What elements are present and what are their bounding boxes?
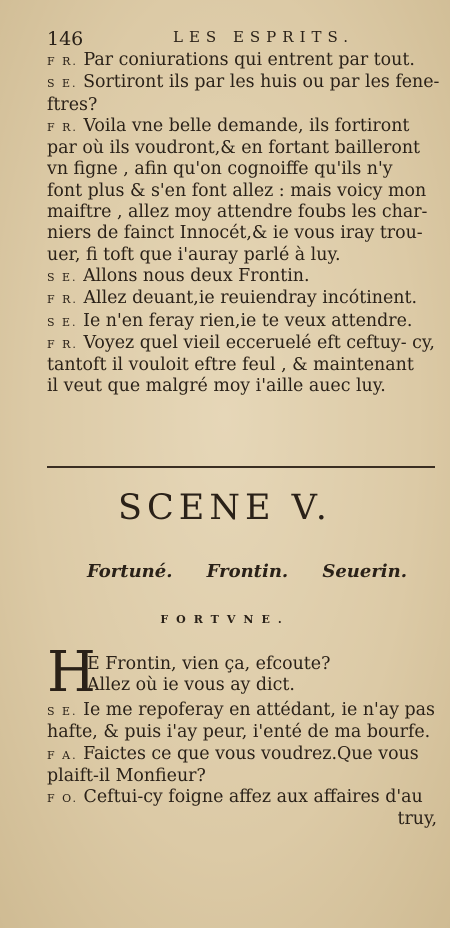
line-text: par où ils voudront,& en fortant bailleront [47, 138, 421, 159]
text-line [47, 311, 445, 333]
speaker-abbrev: F O. [47, 792, 78, 806]
line-text: Sortiront ils par les huis ou par les fene- [83, 72, 440, 93]
character-list [87, 561, 407, 582]
line-text: Allons nous deux Frontin. [83, 265, 310, 286]
speaker-abbrev: F R. [47, 293, 78, 307]
speaker-abbrev: S E. [47, 705, 78, 718]
catchword: truy, [397, 809, 437, 830]
dialogue-passage-1 [47, 50, 445, 398]
running-title: LES ESPRITS. [173, 28, 355, 46]
line-text: niers de fainct Innocét,& ie vous iray trou- [47, 223, 423, 244]
character-name: Frontin. [206, 561, 289, 582]
text-line [47, 744, 445, 766]
text-line [47, 95, 445, 116]
text-line: E Frontin, vien ça, efcoute? [87, 654, 331, 674]
text-line [47, 288, 445, 310]
line-text: Allez deuant,ie reuiendray incótinent. [83, 288, 417, 309]
text-line [47, 787, 445, 809]
speaker-abbrev: F R. [47, 55, 78, 68]
text-line [47, 50, 445, 72]
text-line [47, 202, 445, 223]
text-line [47, 266, 445, 288]
speaker-abbrev: S E. [47, 270, 78, 284]
drop-cap-lines [87, 654, 447, 697]
line-text: tantoft il vouloit eftre feul , & maintenant [47, 355, 414, 376]
text-line [47, 333, 445, 355]
page-header [47, 28, 420, 52]
line-text: Faictes ce que vous voudrez.Que vous [83, 743, 419, 764]
character-name: Seuerin. [322, 561, 407, 582]
line-text: font plus & s'en font allez : mais voicy mon [47, 180, 427, 201]
text-line [47, 138, 445, 159]
line-text: vn figne , afin qu'on cognoiffe qu'ils n'y [47, 159, 393, 180]
text-line [47, 159, 445, 180]
line-text: plaift-il Monfieur? [47, 765, 206, 786]
text-line [47, 376, 445, 397]
dialogue-passage-2 [47, 700, 445, 831]
speaker-heading: FORTVNE. [160, 613, 290, 626]
speaker-abbrev: F R. [47, 120, 78, 134]
character-name: Fortuné. [87, 561, 173, 582]
text-line [47, 245, 445, 266]
line-text: maiftre , allez moy attendre foubs les char- [47, 202, 428, 223]
line-text: Voila vne belle demande, ils fortiront [83, 115, 410, 136]
text-line [47, 766, 445, 787]
page-number: 146 [47, 28, 84, 50]
speaker-abbrev: S E. [47, 77, 78, 91]
text-line [47, 223, 445, 244]
line-text: Ie me repoferay en attédant, ie n'ay pas [83, 700, 435, 720]
speaker-abbrev: F A. [47, 748, 78, 762]
text-line [47, 181, 445, 202]
line-text: Ceftui-cy foigne affez aux affaires d'au [83, 787, 423, 808]
speaker-abbrev: F R. [47, 337, 78, 351]
text-line [47, 700, 445, 722]
line-text: Par coniurations qui entrent par tout. [83, 50, 415, 70]
line-text: il veut que malgré moy i'aille auec luy. [47, 376, 386, 397]
speaker-abbrev: S E. [47, 315, 78, 329]
drop-cap: H [47, 640, 96, 705]
text-line: Allez où ie vous ay dict. [87, 675, 295, 696]
line-text: hafte, & puis i'ay peur, i'enté de ma bourfe. [47, 722, 431, 743]
section-divider [47, 466, 435, 468]
line-text: uer, fi toft que i'auray parlé à luy. [47, 244, 341, 265]
text-line [47, 722, 445, 743]
line-text: Ie n'en feray rien,ie te veux attendre. [83, 310, 413, 331]
text-line [47, 355, 445, 376]
text-line [47, 72, 445, 94]
line-text: Voyez quel vieil ecceruelé eft ceftuy- cy, [83, 332, 435, 353]
scene-title: SCENE V. [118, 488, 332, 528]
line-text: ftres? [47, 94, 98, 115]
text-line [47, 116, 445, 138]
